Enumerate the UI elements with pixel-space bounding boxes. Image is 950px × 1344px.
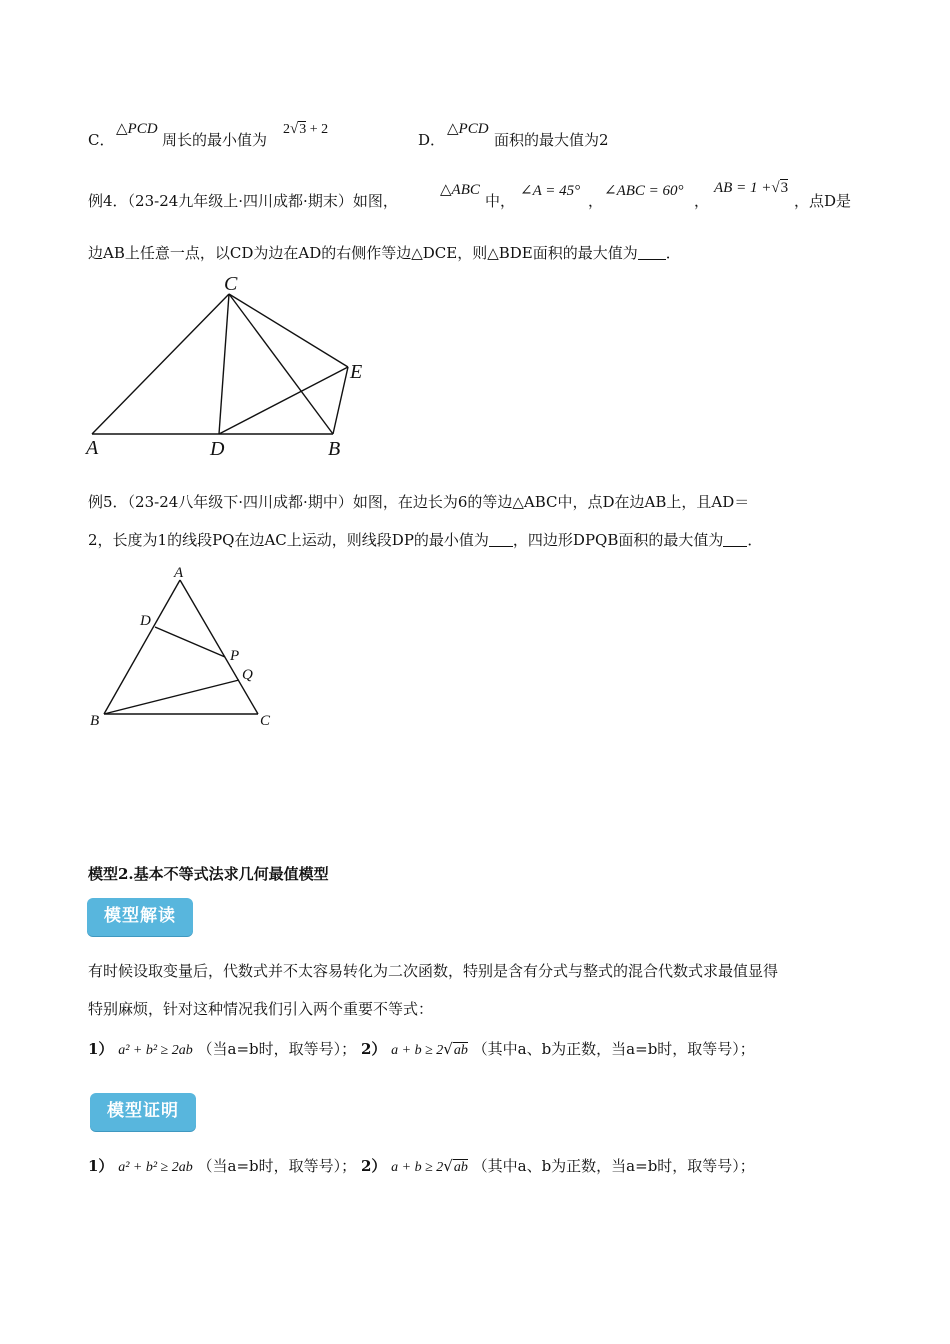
segment-bq bbox=[104, 680, 239, 714]
label-d: D bbox=[140, 613, 151, 629]
option-c-expression: 2√3 + 2 bbox=[283, 121, 329, 137]
inequality-line-2: 1） a² + b² ≥ 2ab （当a=b时，取等号）； 2） a + b ≥ 2√ab （其中a、b为正数，当a=b时，取等号）； bbox=[88, 1157, 755, 1175]
ex5-line1: 例5．（23-24八年级下·四川成都·期中）如图，在边长为6的等边△ABC中，点D在边AB上，且AD＝ bbox=[88, 493, 750, 511]
label-b: B bbox=[90, 713, 100, 729]
option-c-triangle: △PCD bbox=[116, 121, 158, 137]
option-d-triangle: △PCD bbox=[447, 121, 489, 137]
option-c bbox=[88, 130, 114, 150]
inequality-line-1: 1） a² + b² ≥ 2ab （当a=b时，取等号）； 2） a + b ≥ 2√ab （其中a、b为正数，当a=b时，取等号）； bbox=[88, 1040, 755, 1058]
ex5-line2: 2，长度为1的线段PQ在边AC上运动，则线段DP的最小值为 ，四边形DPQB面积的最大值为 ． bbox=[88, 531, 763, 549]
model2-para1: 有时候设取变量后，代数式并不太容易转化为二次函数，特别是含有分式与整式的混合代数式求最值显得 bbox=[88, 962, 779, 980]
ex5-answer-blank-1[interactable] bbox=[489, 532, 513, 547]
label-a: A bbox=[86, 437, 99, 459]
segment-de bbox=[219, 367, 348, 434]
section-title: 模型2.基本不等式法求几何最值模型 bbox=[88, 865, 329, 883]
ex4-ab-value: AB = 1 +√3 bbox=[714, 180, 789, 196]
badge-model-proof: 模型证明 bbox=[90, 1093, 196, 1131]
option-c-letter: C． bbox=[88, 131, 115, 149]
segment-dp bbox=[155, 627, 225, 657]
ex4-triangle: △ABC bbox=[440, 182, 480, 198]
ex5-answer-blank-2[interactable] bbox=[723, 532, 747, 547]
ex4-sep2: ， bbox=[694, 192, 710, 210]
label-b: B bbox=[328, 438, 341, 460]
label-a: A bbox=[174, 565, 184, 581]
segment-cd bbox=[219, 294, 229, 434]
option-d-letter: D． bbox=[418, 131, 446, 149]
ex4-mid: 中， bbox=[485, 192, 516, 210]
ex4-sep1: ， bbox=[588, 192, 604, 210]
label-c: C bbox=[224, 273, 238, 295]
label-d: D bbox=[210, 438, 225, 460]
segment-ac bbox=[180, 580, 258, 714]
option-d-text: 面积的最大值为2 bbox=[494, 131, 609, 149]
ex4-line2: 边AB上任意一点，以CD为边在AD的右侧作等边△DCE，则△BDE面积的最大值为 ． bbox=[88, 244, 681, 262]
ex4-angle-abc: ∠ABC = 60° bbox=[604, 183, 684, 199]
segment-ab bbox=[104, 580, 180, 714]
model2-para2: 特别麻烦，针对这种情况我们引入两个重要不等式： bbox=[88, 1000, 434, 1018]
label-e: E bbox=[350, 361, 363, 383]
segment-cb bbox=[229, 294, 333, 434]
label-q: Q bbox=[242, 667, 253, 683]
ex4-prefix: 例4．（23-24九年级上·四川成都·期末）如图， bbox=[88, 192, 398, 210]
badge-model-explanation: 模型解读 bbox=[87, 898, 193, 936]
option-c-text: 周长的最小值为 bbox=[162, 131, 268, 149]
segment-eb bbox=[333, 367, 348, 434]
ex4-figure bbox=[80, 270, 380, 470]
ex5-figure bbox=[84, 560, 284, 735]
segment-ac bbox=[92, 294, 229, 434]
ex4-angle-a: ∠A = 45° bbox=[520, 183, 581, 199]
ex4-answer-blank[interactable] bbox=[638, 245, 666, 260]
label-p: P bbox=[230, 648, 240, 664]
segment-ce bbox=[229, 294, 348, 367]
ex4-tail: ，点D是 bbox=[794, 192, 852, 210]
label-c: C bbox=[260, 713, 271, 729]
